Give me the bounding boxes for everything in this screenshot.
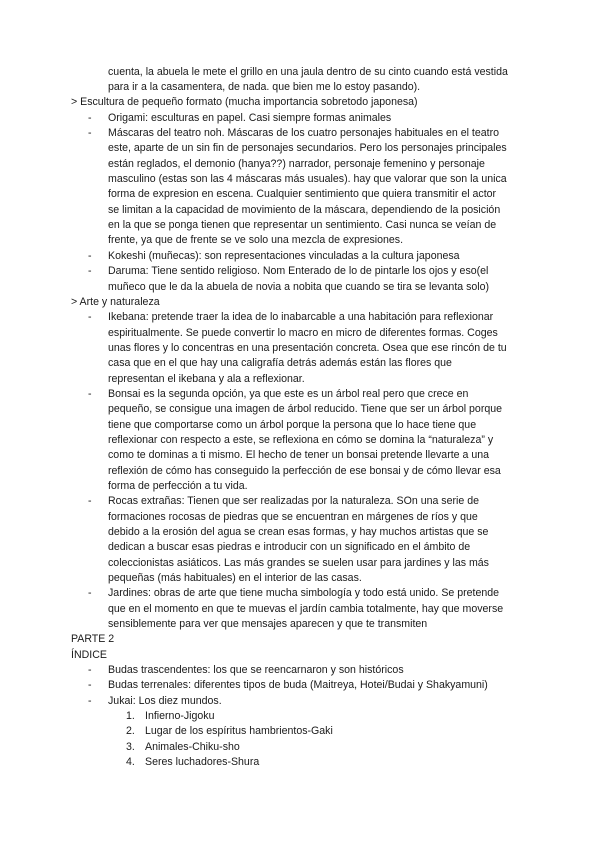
index-title: ÍNDICE: [71, 649, 107, 661]
bullet-dash: -: [88, 112, 92, 124]
numbered-item: Seres luchadores-Shura: [145, 756, 260, 768]
list-item-line: como te dominas a ti mismo. El hecho de tener un bonsai pretende llevarte a una: [108, 449, 490, 461]
list-item: Jardines: obras de arte que tiene mucha simbología y todo está unido. Se pretende: [108, 587, 500, 599]
list-item-line: masculino (estas son las 4 máscaras más usuales). hay que valorar que son la unica: [108, 173, 507, 185]
part-title: PARTE 2: [71, 633, 115, 645]
list-item-line: forma de perfección a tu vida.: [108, 480, 248, 492]
section-heading-escultura: > Escultura de pequeño formato (mucha importancia sobretodo japonesa): [71, 96, 418, 108]
list-item-line: están reglados, el demonio (hanya??) narrador, personaje femenino y personaje: [108, 158, 485, 170]
list-item-line: frente, ya que de frente se ve solo una mezcla de expresiones.: [108, 234, 404, 246]
list-item: Budas trascendentes: los que se reencarnaron y son históricos: [108, 664, 404, 676]
section-heading-arte: > Arte y naturaleza: [71, 296, 160, 308]
list-item: Ikebana: pretende traer la idea de lo inabarcable a una habitación para reflexionar: [108, 311, 494, 323]
list-item-line: reflexionar con respecto a este, se reflexiona en cómo se domina la “naturaleza” y: [108, 434, 494, 446]
list-item-line: casa que en el que hay una caligrafía detrás además están las flores que: [108, 357, 452, 369]
list-item: Budas terrenales: diferentes tipos de buda (Maitreya, Hotei/Budai y Shakyamuni): [108, 679, 488, 691]
numbered-item-number: 4.: [126, 756, 135, 768]
list-item-line: pequeño, se consigue una imagen de árbol reducido. Tiene que ser un árbol porque: [108, 403, 503, 415]
bullet-dash: -: [88, 495, 92, 507]
bullet-dash: -: [88, 664, 92, 676]
list-item-line: debido a la erosión del agua se crean esas formas, y hay muchos artistas que se: [108, 526, 489, 538]
list-item-line: tiene que comportarse como un árbol porque la persona que lo hace tiene que: [108, 419, 477, 431]
list-item: Bonsai es la segunda opción, ya que este es un árbol real pero que crece en: [108, 388, 469, 400]
list-item-line: pequeñas (más habituales) en el interior de las casas.: [108, 572, 362, 584]
list-item-line: en la que se ponga tienen que representar un sentimiento. Casi nunca se veían de: [108, 219, 497, 231]
list-item: Origami: esculturas en papel. Casi siempre formas animales: [108, 112, 392, 124]
bullet-dash: -: [88, 388, 92, 400]
list-item-line: formaciones rocosas de piedras que se encuentran en márgenes de ríos y que: [108, 511, 478, 523]
list-item: Jukai: Los diez mundos.: [108, 695, 222, 707]
list-item-line: forma de expresion en escena. Cualquier sentimiento que quiera transmitir el actor: [108, 188, 497, 200]
list-item: Rocas extrañas: Tienen que ser realizadas por la naturaleza. SOn una serie de: [108, 495, 479, 507]
list-item-line: se limitan a la capacidad de movimiento de la máscara, dependiendo de la posición: [108, 204, 501, 216]
bullet-dash: -: [88, 250, 92, 262]
list-item: Daruma: Tiene sentido religioso. Nom Enterado de lo de pintarle los ojos y eso(el: [108, 265, 489, 277]
list-item-line: que en el momento en que te muevas el jardín cambia totalmente, hay que moverse: [108, 603, 504, 615]
paragraph-line: cuenta, la abuela le mete el grillo en una jaula dentro de su cinto cuando está vestida: [108, 66, 508, 78]
list-item: Máscaras del teatro noh. Máscaras de los cuatro personajes habituales en el teatro: [108, 127, 500, 139]
list-item-line: sensiblemente para ver que mensajes aparecen y que te transmiten: [108, 618, 428, 630]
bullet-dash: -: [88, 311, 92, 323]
bullet-dash: -: [88, 265, 92, 277]
numbered-item-number: 1.: [126, 710, 135, 722]
bullet-dash: -: [88, 587, 92, 599]
list-item-line: este, aparte de un sin fin de personajes secundarios. Pero los personajes principales: [108, 142, 507, 154]
list-item-line: muñeco que le da la abuela de novia a nobita que cuando se tira se levanta solo): [108, 281, 490, 293]
bullet-dash: -: [88, 695, 92, 707]
list-item-line: reflexión de cómo has conseguido la perfección de ese bonsai y de cómo llevar esa: [108, 465, 501, 477]
list-item-line: unas flores y lo concentras en una presentación concreta. Osea que ese rincón de tu: [108, 342, 507, 354]
list-item: Kokeshi (muñecas): son representaciones vinculadas a la cultura japonesa: [108, 250, 460, 262]
list-item-line: coleccionistas asiáticos. Las más grandes se suelen usar para jardines y las más: [108, 557, 489, 569]
numbered-item-number: 2.: [126, 725, 135, 737]
bullet-dash: -: [88, 127, 92, 139]
list-item-line: representan el ikebana y ala a reflexionar.: [108, 373, 305, 385]
numbered-item: Lugar de los espíritus hambrientos-Gaki: [145, 725, 333, 737]
bullet-dash: -: [88, 679, 92, 691]
numbered-item: Animales-Chiku-sho: [145, 741, 240, 753]
list-item-line: espiritualmente. Se puede convertir lo macro en micro de diferentes formas. Coges: [108, 327, 498, 339]
numbered-item: Infierno-Jigoku: [145, 710, 215, 722]
paragraph-line: para ir a la casamentera, de nada. que bien me lo estoy pasando).: [108, 81, 421, 93]
numbered-item-number: 3.: [126, 741, 135, 753]
list-item-line: dedican a buscar esas piedras e introducir con un significado en el ámbito de: [108, 541, 471, 553]
